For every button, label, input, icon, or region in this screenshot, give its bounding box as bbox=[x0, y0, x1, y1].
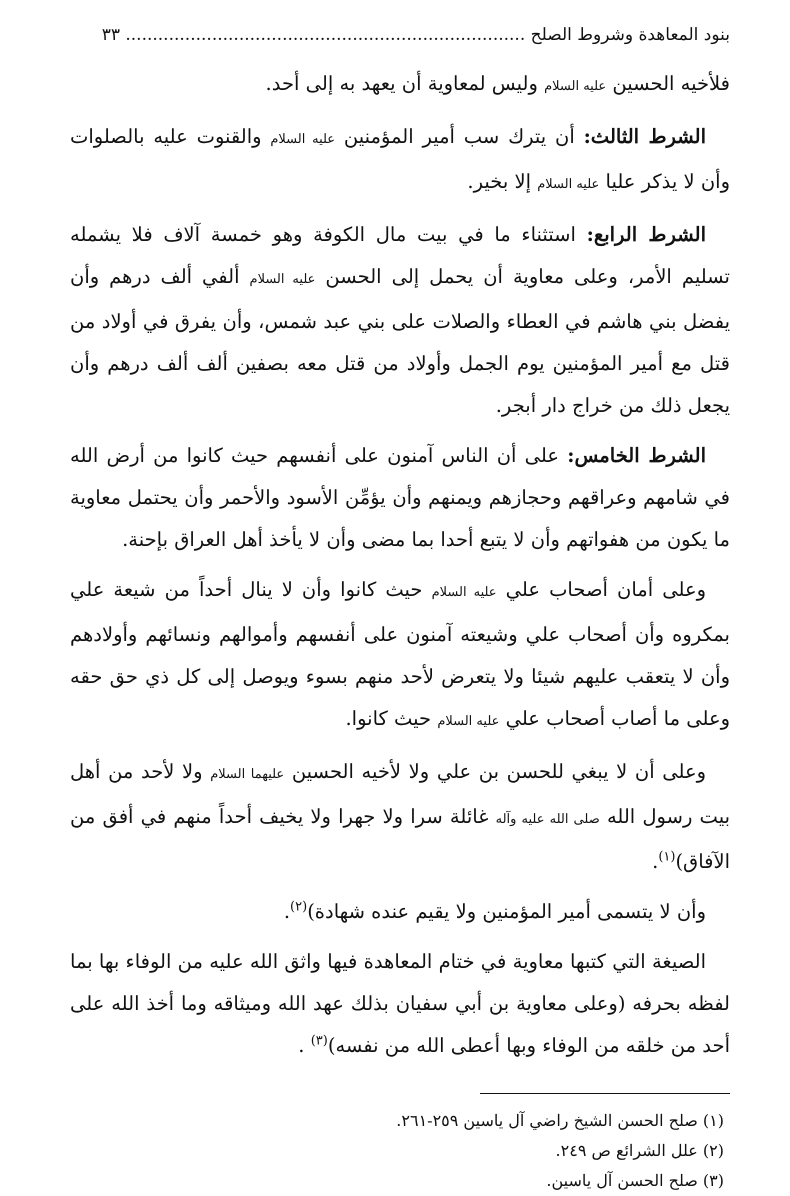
footnote-mark: (٢) bbox=[290, 899, 308, 915]
honorific: صلى الله عليه وآله bbox=[495, 812, 600, 827]
honorific: عليه السلام bbox=[544, 79, 607, 94]
honorific: عليه السلام bbox=[437, 714, 500, 729]
honorific: عليه السلام bbox=[249, 272, 316, 287]
footnote-separator bbox=[480, 1093, 730, 1094]
paragraph: وعلى أمان أصحاب علي عليه السلام حيث كانوا وأن لا ينال أحداً من شيعة علي بمكروه وأن أصحاب علي وشيعته آمنون على أنفسهم وأموالهم ونسائهم وأولادهم وأن لا يتعقب عليهم شيئا ولا يتعرض لأحد منهم بسوء ويوصل إلى كل ذي حق حقه وعلى ما أصاب أصحاب علي عليه السلام حيث كانوا. bbox=[70, 578, 730, 730]
paragraph: الشرط الرابع: استثناء ما في بيت مال الكوفة وهو خمسة آلاف فلا يشمله تسليم الأمر، وعلى معاوية أن يحمل إلى الحسن عليه السلام ألفي ألف درهم وأن يفضل بني هاشم في العطاء والصلات على بني عبد شمس، وأن يفرق في أولاد من قتل مع أمير المؤمنين يوم الجمل وأولاد من قتل معه بصفين ألف ألف درهم وأن يجعل ذلك من خراج دار أبجر. bbox=[70, 223, 730, 417]
paragraph: وعلى أن لا يبغي للحسن بن علي ولا لأخيه الحسين عليهما السلام ولا لأحد من أهل بيت رسول الله صلى الله عليه وآله غائلة سرا ولا جهرا ولا يخيف أحداً منهم في أفق من الآفاق)$^{(١)}$. bbox=[70, 760, 731, 873]
honorific: عليه السلام bbox=[431, 585, 497, 600]
footnote: (٢) علل الشرائع ص ٢٤٩. bbox=[555, 1141, 724, 1160]
running-header bbox=[70, 22, 730, 49]
honorific: عليه السلام bbox=[270, 132, 336, 147]
footnotes bbox=[70, 1106, 730, 1196]
footnote-mark: (٣) bbox=[310, 1033, 328, 1049]
footnote-mark: (١) bbox=[658, 849, 676, 865]
honorific: عليهما السلام bbox=[210, 767, 285, 782]
clause-heading: الشرط الرابع: bbox=[586, 223, 706, 246]
honorific: عليه السلام bbox=[537, 177, 600, 192]
main-text bbox=[70, 63, 730, 1067]
paragraph: الشرط الثالث: أن يترك سب أمير المؤمنين عليه السلام والقنوت عليه بالصلوات وأن لا يذكر عليا عليه السلام إلا بخير. bbox=[70, 125, 730, 193]
paragraph: وأن لا يتسمى أمير المؤمنين ولا يقيم عنده شهادة)$^{(٢)}$. bbox=[283, 899, 706, 923]
footnote: (١) صلح الحسن الشيخ راضي آل ياسين ٢٥٩-٢٦١. bbox=[396, 1111, 724, 1130]
paragraph: الشرط الخامس: على أن الناس آمنون على أنفسهم حيث كانوا من أرض الله في شامهم وعراقهم وحجازهم ويمنهم وأن يؤمِّن الأسود والأحمر وأن يحتمل معاوية ما يكون من هفواتهم وأن لا يتبع أحدا بما مضى وأن لا يأخذ أهل العراق بإحنة. bbox=[70, 444, 730, 551]
header-leader-dots: .......................................................................... bbox=[125, 25, 526, 45]
page-number: ٣٣ bbox=[101, 25, 120, 45]
paragraph: الصيغة التي كتبها معاوية في ختام المعاهدة فيها واثق الله عليه من الوفاء بها بما لفظه بحرفه (وعلى معاوية بن أبي سفيان بذلك عهد الله وميثاقه وما أخذ الله على أحد من خلقه من الوفاء وبها أعطى الله من نفسه)$^{(٣)}$ . bbox=[70, 950, 730, 1057]
clause-heading: الشرط الخامس: bbox=[567, 444, 706, 467]
footnote: (٣) صلح الحسن آل ياسين. bbox=[546, 1171, 724, 1190]
running-title: بنود المعاهدة وشروط الصلح bbox=[530, 25, 730, 45]
page bbox=[70, 22, 730, 1196]
paragraph: فلأخيه الحسين عليه السلام وليس لمعاوية أن يعهد به إلى أحد. bbox=[265, 72, 730, 95]
clause-heading: الشرط الثالث: bbox=[583, 125, 707, 148]
